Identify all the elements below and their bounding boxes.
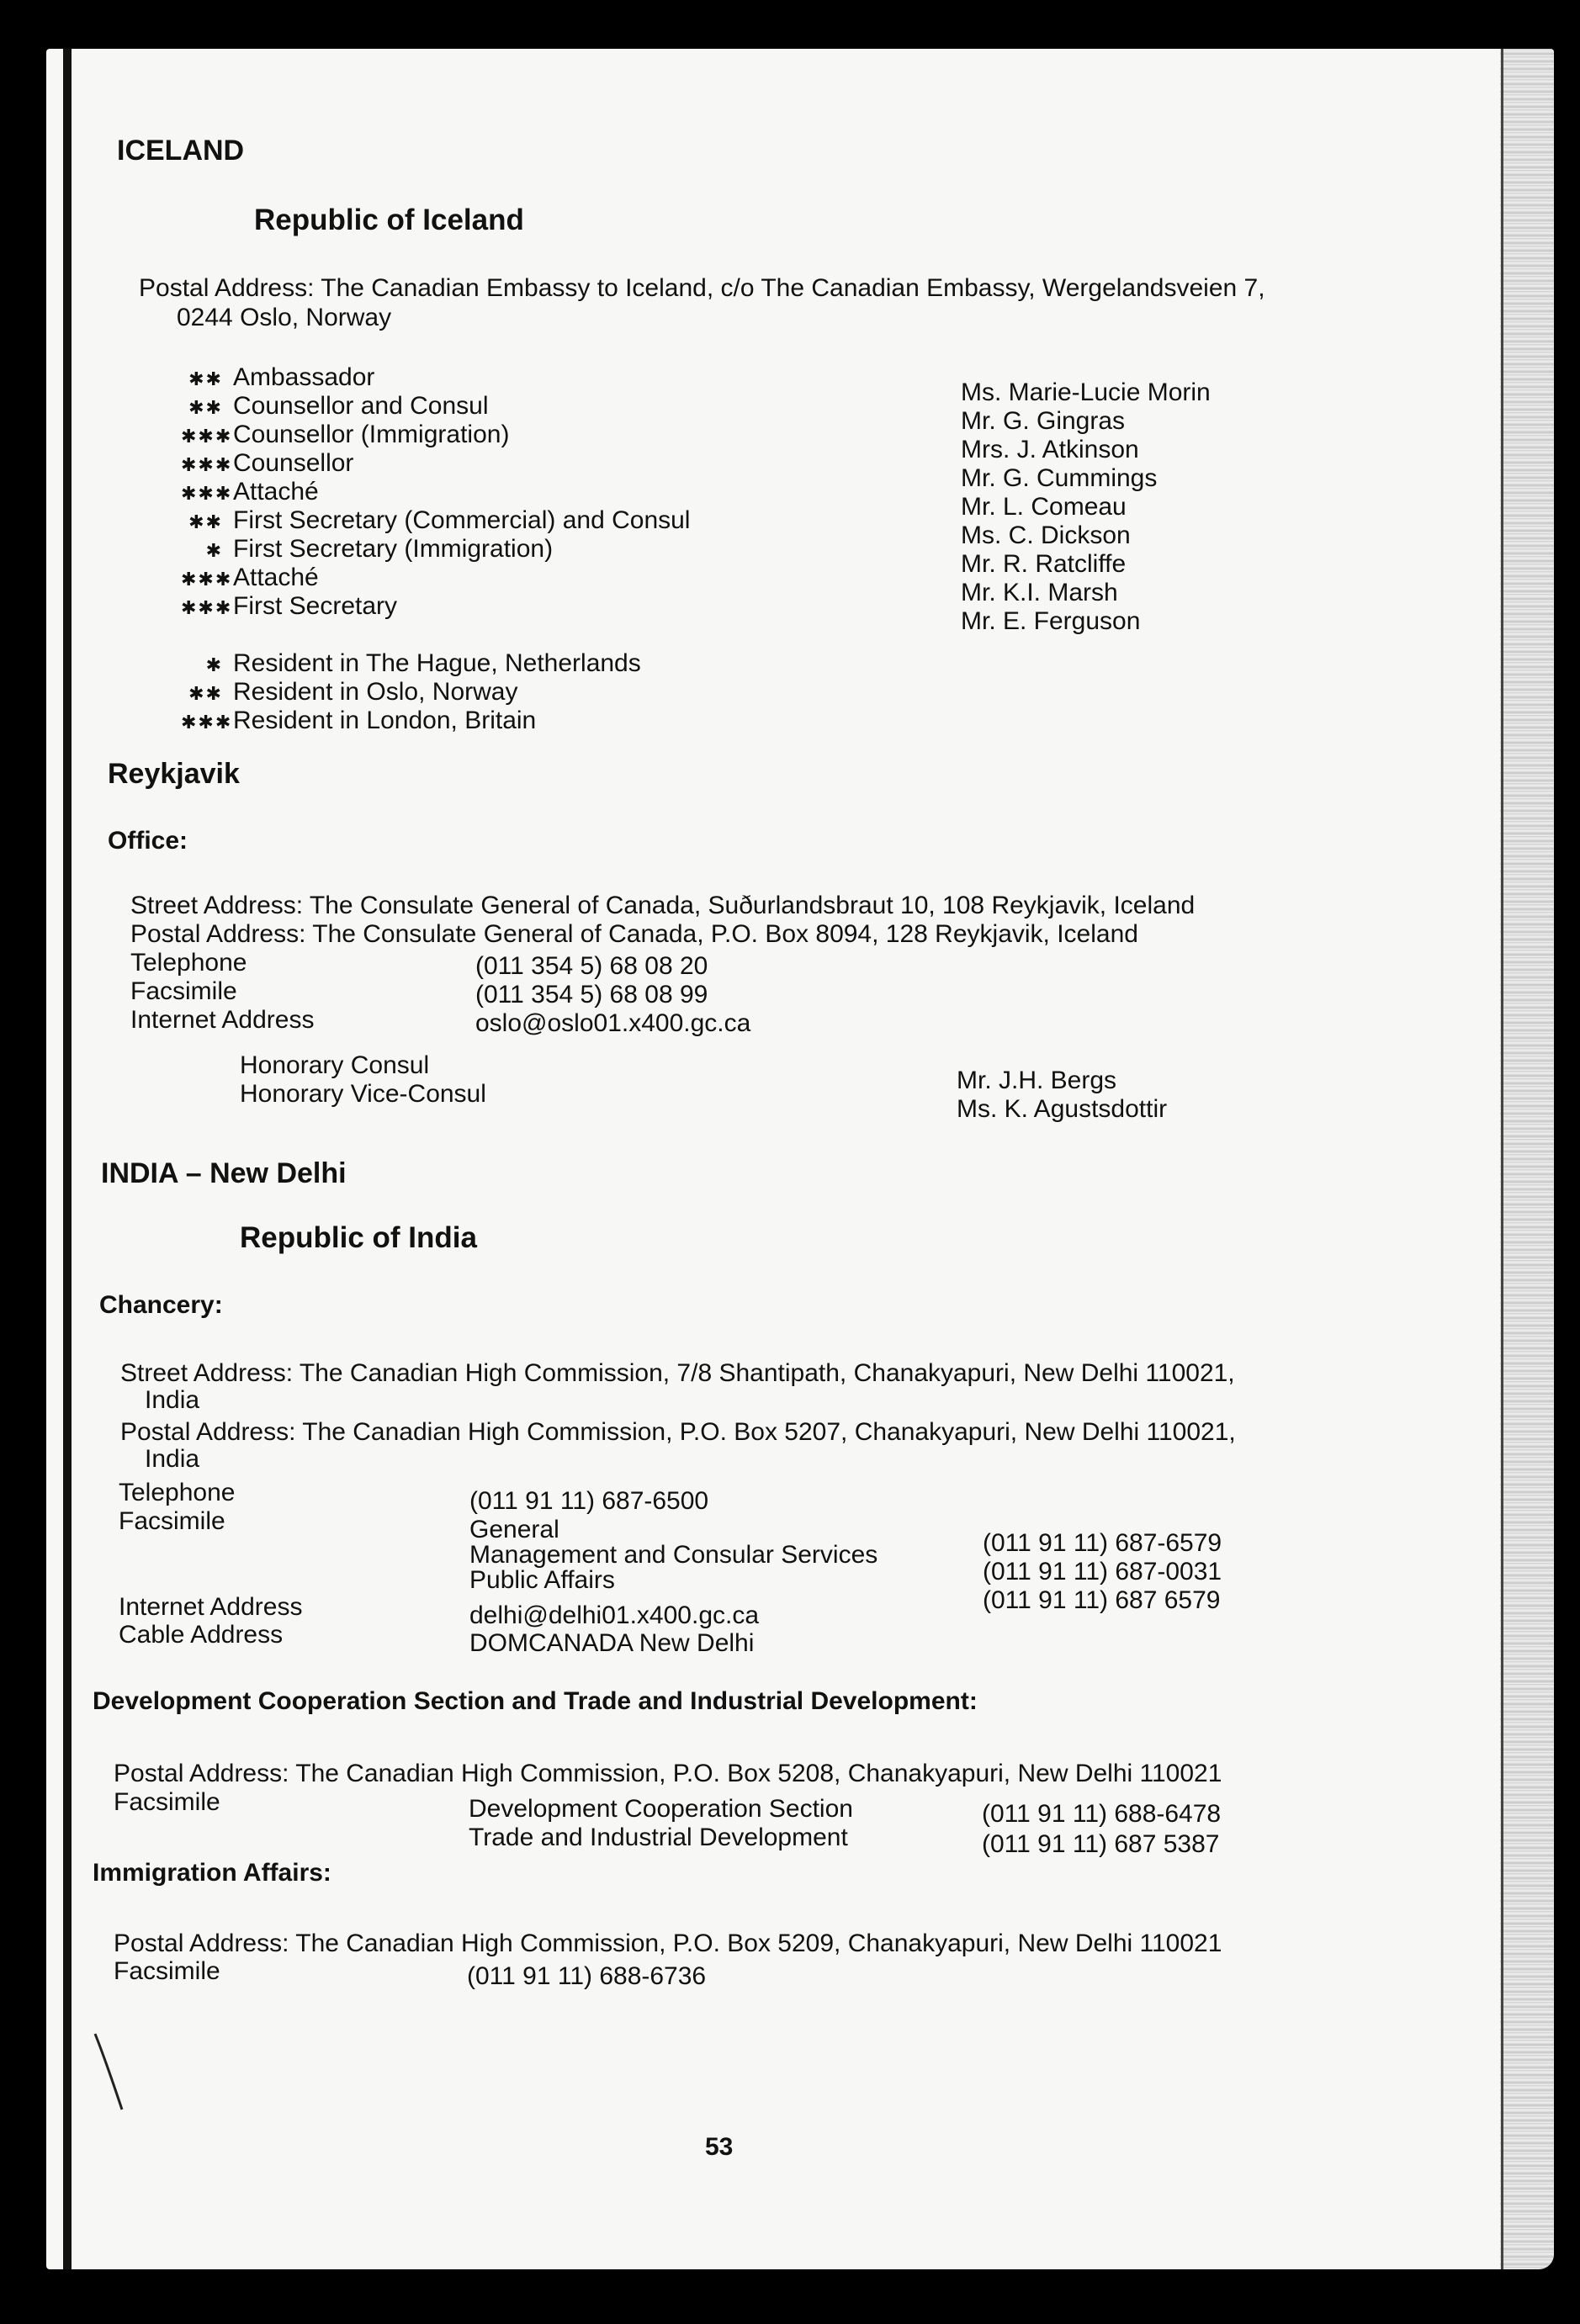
staff-role: First Secretary (Immigration) — [233, 535, 554, 563]
staff-role-row — [181, 535, 553, 565]
residence-note-row — [181, 649, 641, 680]
staff-role-row — [181, 421, 509, 451]
staff-role: Counsellor and Consul — [233, 392, 489, 420]
india-immigration-postal: Postal Address: The Canadian High Commission, P.O. Box 5209, Chanakyapuri, New Delhi 110021 — [114, 1930, 1222, 1957]
staff-role: Attaché — [233, 478, 319, 506]
staff-role: Counsellor — [233, 449, 354, 477]
residence-marker: ✱✱ — [188, 683, 223, 704]
staff-role-row — [181, 449, 353, 479]
staff-name: Ms. C. Dickson — [961, 521, 1131, 549]
contact-value: (011 354 5) 68 08 20 — [475, 952, 708, 980]
fax-value: (011 91 11) 687 6579 — [983, 1586, 1221, 1614]
india-street-line1: Street Address: The Canadian High Commission, 7/8 Shantipath, Chanakyapuri, New Delhi 110021, — [120, 1359, 1235, 1387]
residence-note: Resident in The Hague, Netherlands — [233, 649, 641, 677]
consul-role: Honorary Vice-Consul — [240, 1080, 486, 1108]
fax-label: Management and Consular Services — [469, 1541, 878, 1569]
india-internet-label: Internet Address — [119, 1593, 303, 1621]
consul-name: Mr. J.H. Bergs — [957, 1067, 1117, 1094]
india-postal-line2: India — [145, 1445, 200, 1473]
contact-label: Internet Address — [130, 1006, 315, 1034]
reykjavik-street-address: Street Address: The Consulate General of Canada, Suðurlandsbraut 10, 108 Reykjavik, Iceland — [130, 892, 1196, 919]
residence-note: Resident in Oslo, Norway — [233, 678, 518, 706]
india-postal-line1: Postal Address: The Canadian High Commission, P.O. Box 5207, Chanakyapuri, New Delhi 110021, — [120, 1418, 1236, 1446]
india-subheading: Republic of India — [240, 1221, 477, 1254]
staff-name: Mr. L. Comeau — [961, 493, 1127, 521]
dev-fax-label: Trade and Industrial Development — [469, 1824, 848, 1851]
residence-note: Resident in London, Britain — [233, 707, 537, 734]
staff-name: Mr. G. Cummings — [961, 464, 1158, 492]
staff-role-row — [181, 564, 319, 594]
iceland-heading: ICELAND — [117, 135, 245, 167]
iceland-postal-line1: Postal Address: The Canadian Embassy to Iceland, c/o The Canadian Embassy, Wergelandsveien 7, — [139, 274, 1265, 302]
staff-marker: ✱✱✱ — [181, 426, 233, 447]
staff-name: Mr. E. Ferguson — [961, 607, 1141, 635]
india-street-line2: India — [145, 1386, 200, 1414]
staff-marker: ✱✱✱ — [181, 454, 233, 475]
staff-role: Counsellor (Immigration) — [233, 421, 510, 448]
staff-role: Ambassador — [233, 363, 375, 391]
reykjavik-office-label: Office: — [108, 827, 188, 855]
scan-mark — [88, 2025, 156, 2118]
fax-value: (011 91 11) 687-6579 — [983, 1529, 1222, 1557]
dev-fax-label: Development Cooperation Section — [469, 1795, 853, 1823]
staff-name: Ms. Marie-Lucie Morin — [961, 379, 1211, 406]
dev-fax-value: (011 91 11) 688-6478 — [982, 1800, 1222, 1828]
india-telephone-label: Telephone — [119, 1479, 236, 1506]
india-cable-value: DOMCANADA New Delhi — [469, 1629, 755, 1657]
residence-note-row — [181, 678, 517, 708]
india-dev-postal: Postal Address: The Canadian High Commission, P.O. Box 5208, Chanakyapuri, New Delhi 110021 — [114, 1760, 1222, 1787]
gutter-line — [1501, 49, 1503, 2269]
binding-edge — [63, 49, 72, 2269]
staff-marker: ✱✱ — [188, 397, 223, 418]
staff-role-row — [181, 363, 374, 394]
staff-role-row — [181, 506, 690, 537]
document-page — [46, 49, 1554, 2269]
staff-role: First Secretary (Commercial) and Consul — [233, 506, 691, 534]
contact-value: (011 354 5) 68 08 99 — [475, 981, 708, 1008]
staff-marker: ✱✱✱ — [181, 597, 233, 618]
page-gutter — [1500, 49, 1554, 2269]
staff-marker: ✱✱✱ — [181, 483, 233, 504]
india-dev-fax-label: Facsimile — [114, 1788, 220, 1816]
dev-fax-value: (011 91 11) 687 5387 — [982, 1830, 1220, 1858]
staff-role-row — [181, 392, 489, 422]
residence-note-row — [181, 707, 536, 737]
india-chancery-label: Chancery: — [99, 1291, 223, 1319]
contact-label: Facsimile — [130, 977, 237, 1005]
residence-marker: ✱✱✱ — [181, 712, 233, 733]
residence-marker: ✱ — [205, 654, 223, 675]
consul-role: Honorary Consul — [240, 1051, 430, 1079]
staff-marker: ✱ — [205, 540, 223, 561]
fax-value: (011 91 11) 687-0031 — [983, 1558, 1222, 1586]
contact-value: oslo@oslo01.x400.gc.ca — [475, 1009, 751, 1037]
staff-role-row — [181, 592, 397, 622]
staff-name: Mrs. J. Atkinson — [961, 436, 1139, 463]
india-internet-value: delhi@delhi01.x400.gc.ca — [469, 1601, 760, 1629]
staff-name: Mr. K.I. Marsh — [961, 579, 1118, 606]
iceland-subheading: Republic of Iceland — [254, 204, 524, 236]
reykjavik-postal-address: Postal Address: The Consulate General of Canada, P.O. Box 8094, 128 Reykjavik, Iceland — [130, 920, 1138, 948]
contact-label: Telephone — [130, 949, 247, 977]
staff-role: First Secretary — [233, 592, 398, 620]
staff-role: Attaché — [233, 564, 319, 591]
staff-name: Mr. G. Gingras — [961, 407, 1126, 435]
india-dev-heading: Development Cooperation Section and Trade and Industrial Development: — [93, 1687, 978, 1715]
india-telephone-value: (011 91 11) 687-6500 — [469, 1487, 709, 1515]
staff-marker: ✱✱ — [188, 368, 223, 389]
iceland-postal-line2: 0244 Oslo, Norway — [177, 304, 392, 331]
reykjavik-heading: Reykjavik — [108, 758, 240, 790]
staff-name: Mr. R. Ratcliffe — [961, 550, 1127, 578]
india-immigration-fax-value: (011 91 11) 688-6736 — [467, 1962, 707, 1990]
india-cable-label: Cable Address — [119, 1621, 284, 1649]
fax-label: Public Affairs — [469, 1566, 615, 1594]
staff-marker: ✱✱✱ — [181, 569, 233, 590]
staff-marker: ✱✱ — [188, 511, 223, 532]
fax-label: General — [469, 1516, 559, 1543]
india-heading: INDIA – New Delhi — [101, 1157, 347, 1189]
india-facsimile-label: Facsimile — [119, 1507, 225, 1535]
staff-role-row — [181, 478, 319, 508]
consul-name: Ms. K. Agustsdottir — [957, 1095, 1168, 1123]
india-immigration-heading: Immigration Affairs: — [93, 1859, 331, 1887]
page-number: 53 — [705, 2133, 734, 2161]
india-immigration-fax-label: Facsimile — [114, 1957, 220, 1985]
